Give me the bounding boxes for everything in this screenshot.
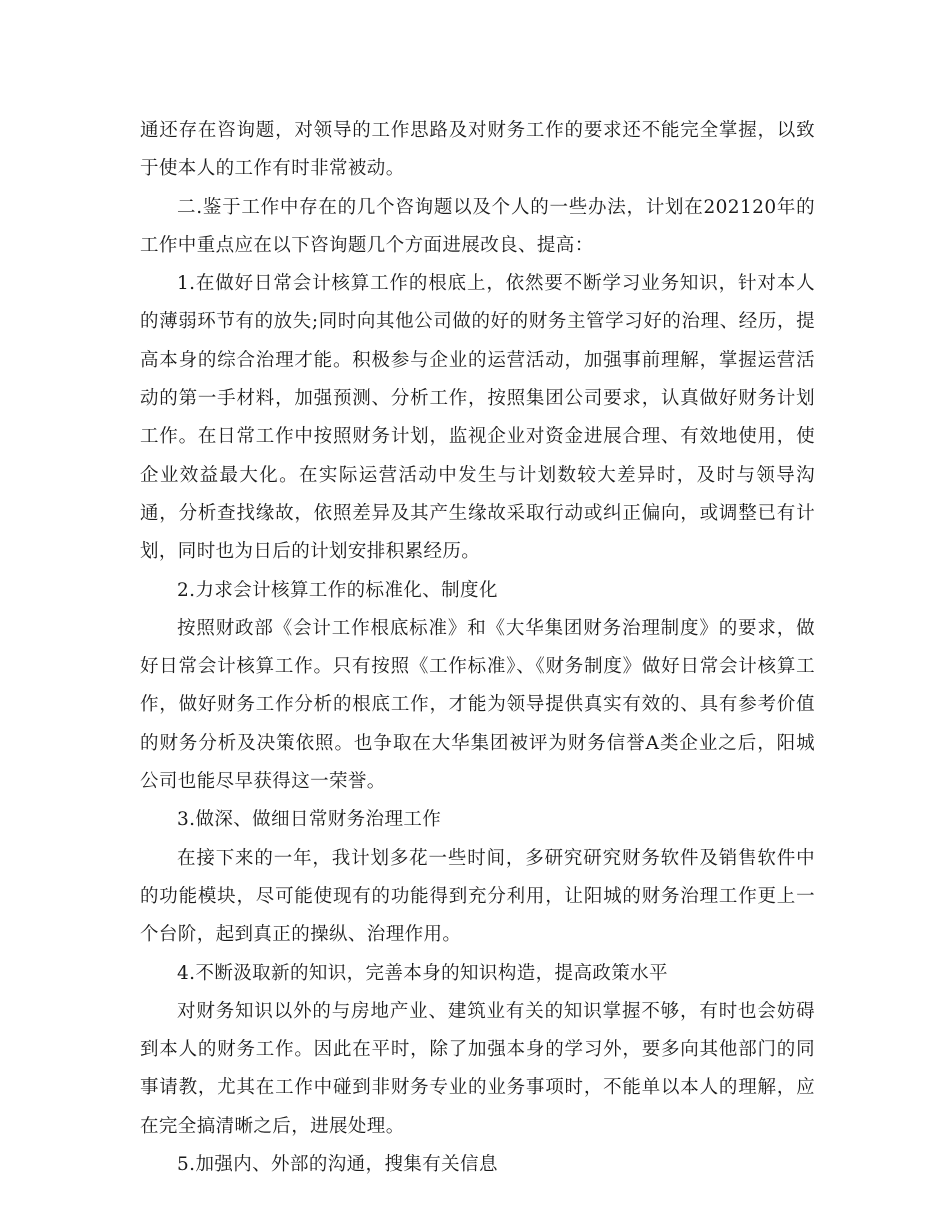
document-body <box>140 112 815 1184</box>
paragraph-item-4-body: 对财务知识以外的与房地产业、建筑业有关的知识掌握不够，有时也会妨碍到本人的财务工作。因此在平时，除了加强本身的学习外，要多向其他部门的同事请教，尤其在工作中碰到非财务专业的业务事项时，不能单以本人的理解，应在完全搞清晰之后，进展处理。 <box>140 1000 815 1137</box>
paragraph-continuation: 通还存在咨询题，对领导的工作思路及对财务工作的要求还不能完全掌握，以致于使本人的工作有时非常被动。 <box>140 120 815 180</box>
paragraph-item-3-body: 在接下来的一年，我计划多花一些时间，多研究研究财务软件及销售软件中的功能模块，尽可能使现有的功能得到充分利用，让阳城的财务治理工作更上一个台阶，起到真正的操纵、治理作用。 <box>140 847 815 946</box>
heading-item-3: 3.做深、做细日常财务治理工作 <box>177 809 442 831</box>
heading-item-5: 5.加强内、外部的沟通，搜集有关信息 <box>177 1154 498 1176</box>
heading-item-4: 4.不断汲取新的知识，完善本身的知识构造，提高政策水平 <box>177 962 668 984</box>
paragraph-section-two: 二.鉴于工作中存在的几个咨询题以及个人的一些办法，计划在202120年的工作中重点应在以下咨询题几个方面进展改良、提高： <box>140 196 815 256</box>
paragraph-item-2-body: 按照财政部《会计工作根底标准》和《大华集团财务治理制度》的要求，做好日常会计核算工作。只有按照《工作标准》、《财务制度》做好日常会计核算工作，做好财务工作分析的根底工作，才能为领导提供真实有效的、具有参考价值的财务分析及决策依照。也争取在大华集团被评为财务信誉A类企业之后，阳城公司也能尽早获得这一荣誉。 <box>140 617 815 793</box>
heading-item-2: 2.力求会计核算工作的标准化、制度化 <box>177 579 498 601</box>
paragraph-item-1: 1.在做好日常会计核算工作的根底上，依然要不断学习业务知识，针对本人的薄弱环节有的放失;同时向其他公司做的好的财务主管学习好的治理、经历，提高本身的综合治理才能。积极参与企业的运营活动，加强事前理解，掌握运营活动的第一手材料，加强预测、分析工作，按照集团公司要求，认真做好财务计划工作。在日常工作中按照财务计划，监视企业对资金进展合理、有效地使用，使企业效益最大化。在实际运营活动中发生与计划数较大差异时，及时与领导沟通，分析查找缘故，依照差异及其产生缘故采取行动或纠正偏向，或调整已有计划，同时也为日后的计划安排积累经历。 <box>140 273 815 563</box>
